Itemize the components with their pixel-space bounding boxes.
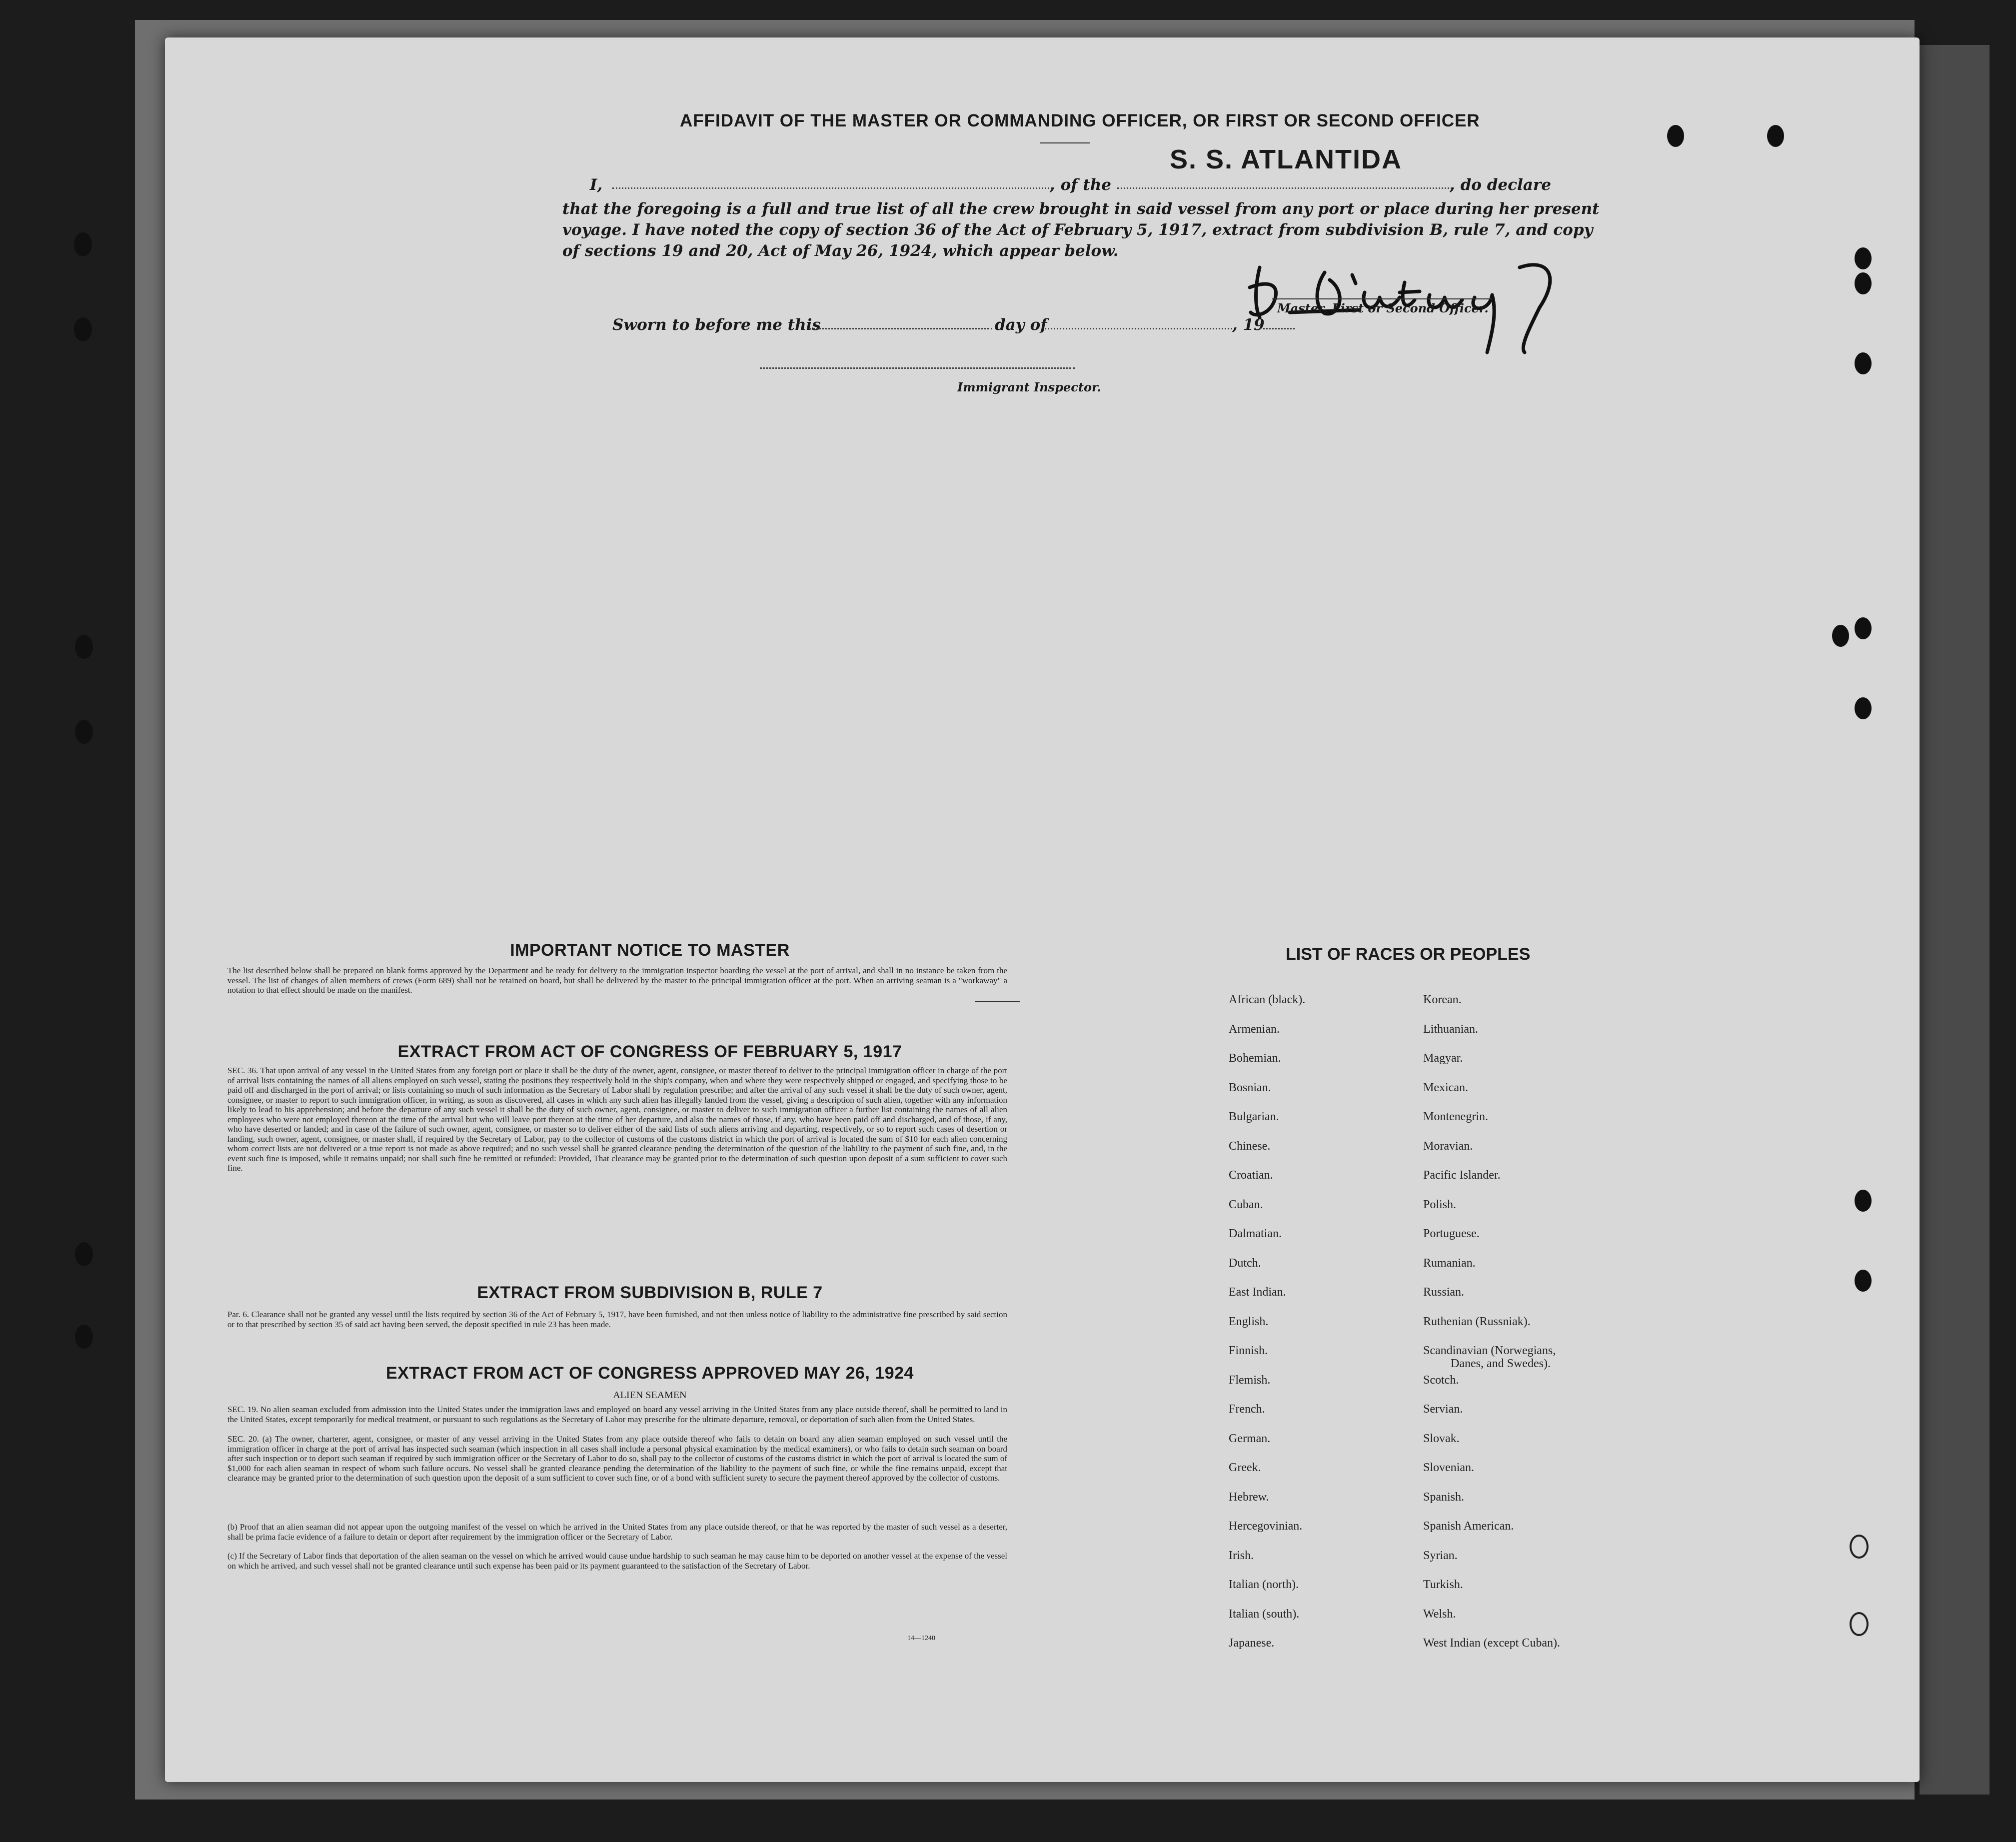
binder-hole: [75, 635, 93, 659]
binder-hole: [74, 317, 92, 341]
punch-hole: [1767, 125, 1784, 147]
punch-hole: [1855, 1190, 1872, 1212]
inspector-blank: [760, 367, 1075, 369]
punch-hole-outline: [1850, 1612, 1869, 1636]
race-item: Japanese.: [1229, 1637, 1275, 1650]
declaration-of-the: , of the: [1050, 176, 1111, 194]
punch-hole: [1855, 1270, 1872, 1292]
name-blank: [612, 187, 1052, 189]
notice-title: IMPORTANT NOTICE TO MASTER: [510, 941, 790, 960]
notice-body: The list described below shall be prepared on blank forms approved by the Department and be ready for delivery to the immigration inspector boarding the vessel at the port of arrival, and shall in no instance be taken from the vessel. The list of changes of alien members of crews (Form 689) shall not be retained on board, but shall be delivered by the master to the principal immigration officer at the port. When an arriving seaman is a "workaway" a notation to that effect should be made on the manifest.: [227, 966, 1007, 995]
race-item-continuation: Danes, and Swedes).: [1451, 1357, 1551, 1370]
race-item: Scandinavian (Norwegians,: [1423, 1344, 1556, 1357]
punch-hole: [1855, 617, 1872, 639]
declaration-i: I,: [590, 176, 603, 194]
subdivision-body: Par. 6. Clearance shall not be granted any vessel until the lists required by section 36 of the Act of February 5, 1917, have been furnished, and not then unless notice of liability to the administrative fine prescribed by said section or to that prescribed by section 35 of said act having been served, the deposit specified in rule 23 has been made.: [227, 1310, 1007, 1329]
race-item: Bulgarian.: [1229, 1110, 1279, 1123]
subdivision-title: EXTRACT FROM SUBDIVISION B, RULE 7: [477, 1283, 823, 1302]
punch-hole: [1855, 697, 1872, 719]
extract-1917-body: SEC. 36. That upon arrival of any vessel in the United States from any foreign port or place it shall be the duty of the owner, agent, consignee, or master thereof to deliver to the principal immigration officer in charge of the port of arrival lists containing the names of all aliens employed on such vessel, stating the positions they respectively hold in the ship's company, when and where they were respectively shipped or engaged, and specifying those to be paid off and discharged in the port of arrival; or lists containing so much of such information as the Secretary of Labor shall by regulation prescribe; and after the arrival of any such vessel it shall be the duty of such owner, agent, consignee, or master to report to such immigration officer, in writing, as soon as discovered, all cases in which any such alien has illegally landed from the vessel, giving a description of such alien, together with any information likely to lead to his apprehension; and before the departure of any such vessel it shall be the duty of such owner, agent, consignee, or master to deliver to such immigration officer a further list containing the names of all alien employees who were not employed thereon at the time of the arrival but who will leave port thereon at the time of her departure, and also the names of those, if any, who have been paid off and discharged, and of those, if any, who have deserted or landed; and in case of the failure of such owner, agent, consignee, or master so to deliver either of the said lists of such aliens arriving and departing, respectively, or so to report such cases of desertion or landing, such owner, agent, consignee, or master shall, if required by the Secretary of Labor, pay to the collector of customs of the customs district in which the port of arrival is located the sum of $10 for each alien concerning whom correct lists are not delivered or a true report is not made as above required; and no such vessel shall be granted clearance pending the determination of the question of the liability to the payment of such fine, and, in the event such fine is imposed, while it remains unpaid; nor shall such fine be remitted or refunded: Provided, That clearance may be granted prior to the determination of such question upon deposit of a sum sufficient to cover such fine.: [227, 1066, 1007, 1173]
races-title: LIST OF RACES OR PEOPLES: [1286, 945, 1531, 964]
race-item: Montenegrin.: [1423, 1110, 1488, 1123]
alien-seamen-subtitle: ALIEN SEAMEN: [613, 1390, 687, 1401]
sworn-text: Sworn to before me this: [612, 316, 821, 334]
race-item: Moravian.: [1423, 1139, 1473, 1153]
race-item: Korean.: [1423, 993, 1462, 1006]
race-item: Italian (north).: [1229, 1578, 1299, 1591]
inspector-caption: Immigrant Inspector.: [957, 380, 1101, 394]
race-item: Bohemian.: [1229, 1052, 1281, 1065]
extract-1924-title: EXTRACT FROM ACT OF CONGRESS APPROVED MAY 26, 1924: [386, 1364, 914, 1383]
declaration-line-2: that the foregoing is a full and true list of all the crew brought in said vessel from any port or place during her present: [562, 200, 1600, 218]
master-signature-line: [1272, 298, 1492, 299]
race-item: Syrian.: [1423, 1549, 1458, 1562]
race-item: East Indian.: [1229, 1286, 1286, 1299]
race-item: Irish.: [1229, 1549, 1254, 1562]
declaration-line-3: voyage. I have noted the copy of section 36 of the Act of February 5, 1917, extract from subdivision B, rule 7, and copy: [562, 221, 1593, 239]
punch-hole: [1832, 625, 1849, 647]
race-item: Greek.: [1229, 1461, 1261, 1474]
sec20a-body: SEC. 20. (a) The owner, charterer, agent, consignee, or master of any vessel arriving in the United States from any place outside thereof who fails to detain on board any alien seaman employed on such vessel until the immigration officer in charge at the port of arrival has inspected such seaman (which inspection in all cases shall include a personal physical examination by the medical examiners), or who fails to detain such seaman on board after such inspection or to deport such seaman if required by such immigration officer or the Secretary of Labor to do so, shall pay to the collector of customs of the customs district in which the port of arrival is located the sum of $1,000 for each alien seaman in respect of whom such failure occurs. No vessel shall be granted clearance pending the determination of the liability to the payment of such fine, or while the fine remains unpaid, except that clearance may be granted prior to the determination of such question upon the deposit of a sum sufficient to cover such fine, or of a bond with sufficient surety to secure the payment thereof approved by the collector of customs.: [227, 1434, 1007, 1483]
race-item: Portuguese.: [1423, 1227, 1480, 1240]
punch-hole: [1855, 247, 1872, 269]
binder-hole: [75, 720, 93, 744]
binder-hole: [75, 1325, 93, 1349]
race-item: Russian.: [1423, 1286, 1465, 1299]
race-item: Turkish.: [1423, 1578, 1463, 1591]
race-item: West Indian (except Cuban).: [1423, 1637, 1560, 1650]
affidavit-title: AFFIDAVIT OF THE MASTER OR COMMANDING OFFICER, OR FIRST OR SECOND OFFICER: [680, 111, 1480, 130]
form-number: 14—1240: [907, 1635, 935, 1642]
race-item: Hercegovinian.: [1229, 1520, 1303, 1533]
race-item: English.: [1229, 1315, 1269, 1328]
race-item: French.: [1229, 1403, 1265, 1416]
punch-hole: [1667, 125, 1684, 147]
extract-1917-title: EXTRACT FROM ACT OF CONGRESS OF FEBRUARY 5, 1917: [397, 1042, 902, 1061]
punch-hole: [1855, 352, 1872, 374]
sworn-day-blank: [810, 328, 992, 329]
race-item: Croatian.: [1229, 1169, 1273, 1182]
master-caption: Master, First or Second Officer.: [1277, 301, 1489, 315]
sec20c-body: (c) If the Secretary of Labor finds that deportation of the alien seaman on the vessel on which he arrived would cause undue hardship to such seaman he may cause him to be deported on another vessel at the expense of the vessel on which he arrived, and such vessel shall not be granted clearance until such expense has been paid or its payment guaranteed to the satisfaction of the Secretary of Labor.: [227, 1551, 1007, 1571]
race-item: Bosnian.: [1229, 1081, 1271, 1094]
race-item: Scotch.: [1423, 1373, 1459, 1387]
race-item: Polish.: [1423, 1198, 1457, 1211]
race-item: German.: [1229, 1432, 1271, 1445]
notice-rule: [975, 1001, 1020, 1002]
race-item: Flemish.: [1229, 1373, 1271, 1387]
race-item: African (black).: [1229, 993, 1306, 1006]
race-item: Slovenian.: [1423, 1461, 1474, 1474]
sworn-year: , 19: [1232, 316, 1265, 334]
sworn-month-blank: [1045, 328, 1232, 329]
race-item: Slovak.: [1423, 1432, 1460, 1445]
declaration-declare: , do declare: [1450, 176, 1551, 194]
race-item: Lithuanian.: [1423, 1022, 1478, 1036]
declaration-line-4: of sections 19 and 20, Act of May 26, 1924, which appear below.: [562, 242, 1119, 260]
sec19-body: SEC. 19. No alien seaman excluded from admission into the United States under the immigration laws and employed on board any vessel arriving in the United States from any place outside thereof, shall be permitted to land in the United States, except temporarily for medical treatment, or pursuant to such regulations as the Secretary of Labor may prescribe for the ultimate departure, removal, or deportation of such alien from the United States.: [227, 1405, 1007, 1424]
back-page-edge: [1920, 45, 1990, 1795]
race-item: Chinese.: [1229, 1139, 1271, 1153]
race-item: Dalmatian.: [1229, 1227, 1282, 1240]
race-item: Italian (south).: [1229, 1607, 1300, 1621]
race-item: Cuban.: [1229, 1198, 1263, 1211]
vessel-blank: [1117, 187, 1452, 189]
binder-hole: [75, 1242, 93, 1266]
race-item: Rumanian.: [1423, 1256, 1476, 1270]
race-item: Finnish.: [1229, 1344, 1268, 1357]
race-item: Spanish.: [1423, 1490, 1465, 1504]
sec20b-body: (b) Proof that an alien seaman did not appear upon the outgoing manifest of the vessel on which he arrived in the United States from any place outside thereof, or that he was reported by the master of such vessel as a deserter, shall be prima facie evidence of a failure to detain or deport after requirement by the immigration officer or the Secretary of Labor.: [227, 1522, 1007, 1542]
punch-hole: [1855, 272, 1872, 294]
sworn-year-blank: [1260, 328, 1295, 329]
document-page: [165, 37, 1920, 1782]
sworn-day-of: day of: [995, 316, 1047, 334]
title-rule: [1040, 142, 1090, 143]
race-item: Ruthenian (Russniak).: [1423, 1315, 1531, 1328]
race-item: Armenian.: [1229, 1022, 1280, 1036]
race-item: Servian.: [1423, 1403, 1463, 1416]
ship-name: S. S. ATLANTIDA: [1170, 144, 1402, 174]
race-item: Pacific Islander.: [1423, 1169, 1501, 1182]
race-item: Spanish American.: [1423, 1520, 1514, 1533]
punch-hole-outline: [1850, 1535, 1869, 1559]
race-item: Magyar.: [1423, 1052, 1463, 1065]
race-item: Mexican.: [1423, 1081, 1468, 1094]
race-item: Hebrew.: [1229, 1490, 1269, 1504]
race-item: Welsh.: [1423, 1607, 1456, 1621]
race-item: Dutch.: [1229, 1256, 1261, 1270]
binder-hole: [74, 232, 92, 256]
